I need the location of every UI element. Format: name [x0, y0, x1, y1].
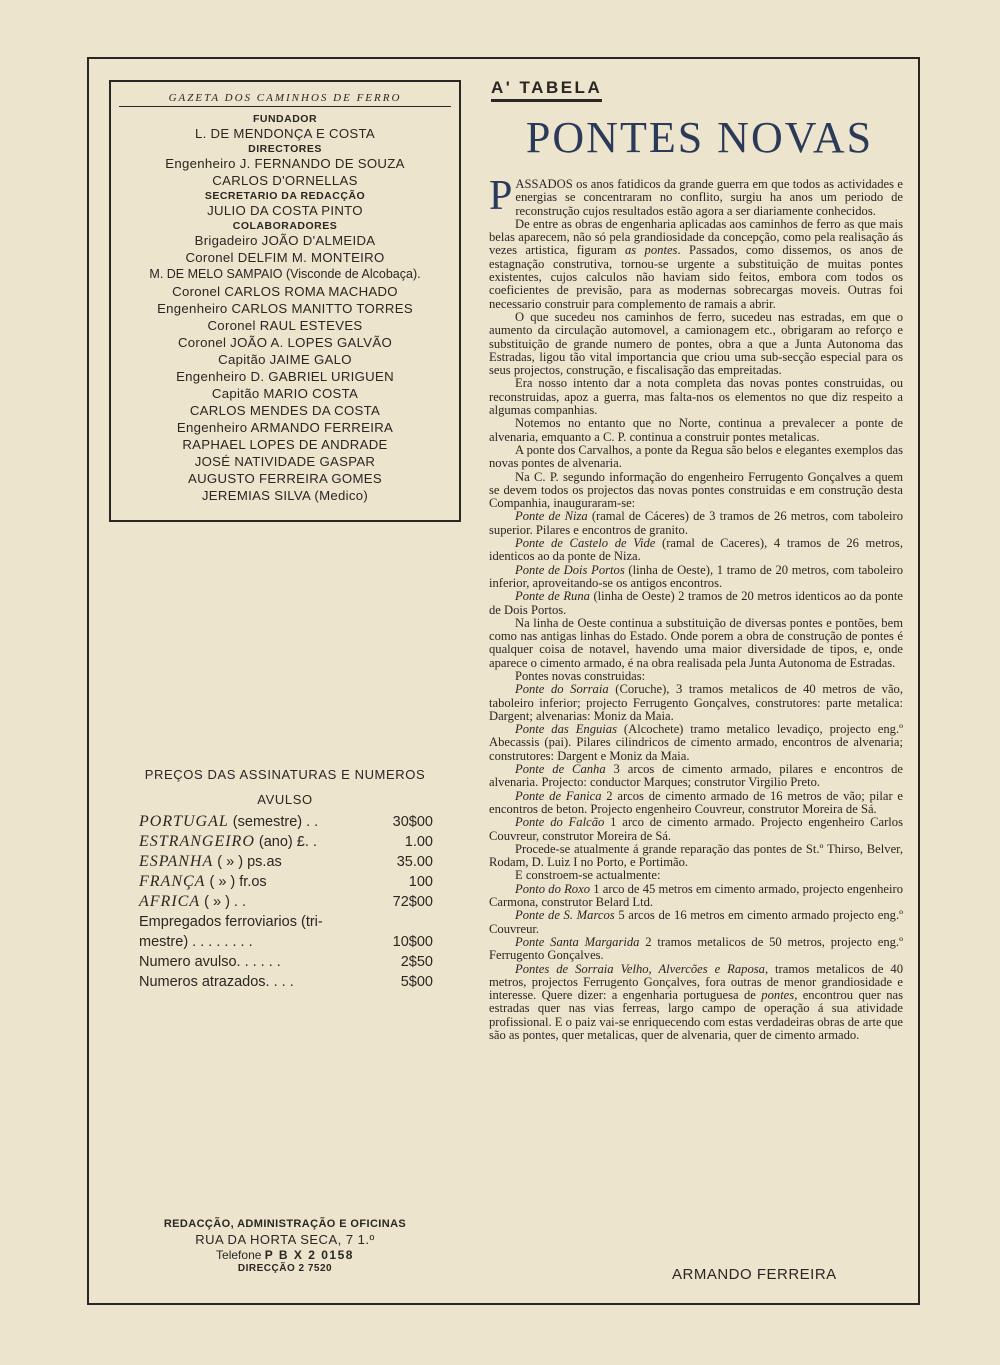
directores-heading: DIRECTORES [248, 143, 322, 155]
price-value: 72$00 [392, 894, 433, 910]
director-name: CARLOS D'ORNELLAS [212, 173, 358, 188]
colaborador-name: Coronel RAUL ESTEVES [207, 318, 363, 333]
colaborador-name: Engenheiro ARMANDO FERREIRA [176, 420, 394, 435]
section-heading: A' TABELA [491, 78, 602, 102]
article-body [489, 173, 904, 1042]
price-detail: (semestre) . . [228, 814, 319, 830]
director-name: Engenheiro J. FERNANDO DE SOUZA [165, 156, 405, 171]
price-label: mestre) . . . . . . . . [139, 934, 253, 950]
price-value: 35.00 [396, 854, 433, 870]
paragraph: A ponte dos Carvalhos, a ponte da Regua são belos e elegantes exemplos das novas pontes de alvenaria. [489, 442, 903, 471]
bridge-entry: Ponte do Sorraia (Coruche), 3 tramos metalicos de 40 metros de vão, taboleiro inferior; projecto Ferrugento Gonçalves, construtores: parte metalica: Dargent; alvenarias: Moniz da Maia. [489, 682, 904, 723]
publication-name: GAZETA DOS CAMINHOS DE FERRO [119, 92, 451, 107]
price-region: ESPANHA [139, 853, 214, 870]
drop-cap: P [489, 173, 513, 219]
colaborador-name: M. DE MELO SAMPAIO (Visconde de Alcobaça). [149, 267, 421, 281]
secretario-heading: SECRETARIO DA REDACÇÃO [204, 190, 366, 202]
colaborador-name: Brigadeiro JOÃO D'ALMEIDA [194, 233, 376, 248]
price-row [110, 912, 460, 932]
bridge-entry: Ponte de Runa (linha de Oeste) 2 tramos de 20 metros identicos ao da ponte de Dois Portos. [489, 589, 903, 617]
colaborador-name: JEREMIAS SILVA (Medico) [201, 488, 369, 503]
article-title: PONTES NOVAS [525, 113, 874, 162]
price-value: 1.00 [404, 834, 433, 850]
phone-number: P B X 2 0158 [264, 1248, 354, 1262]
masthead-box [109, 80, 461, 522]
colaborador-name: AUGUSTO FERREIRA GOMES [188, 471, 382, 486]
colaborador-name: CARLOS MENDES DA COSTA [189, 403, 381, 418]
bridge-entry: Ponte de S. Marcos 5 arcos de 16 metros em cimento armado projecto eng.º Couvreur. [489, 908, 903, 936]
secretario-name: JULIO DA COSTA PINTO [207, 203, 363, 218]
fundador-name: L. DE MENDONÇA E COSTA [194, 126, 376, 141]
price-row [110, 892, 460, 912]
paragraph: Notemos no entanto que no Norte, continua a prevalecer a ponte de alvenaria, emquanto a C. P. continua a construir pontes metalicas. [489, 416, 903, 444]
paragraph: Na linha de Oeste continua a substituição de diversas pontes e pontões, bem como nas antigas linhas do Estado. Onde porem a obra de construção de pontes é qualquer coisa de notavel, havendo uma maior diversidade de tipos, e, onde aparece o cimento armado, é na obra realisada pela Junta Autonoma de Estradas. [489, 615, 903, 670]
paragraph: Procede-se atualmente á grande reparação das pontes de St.º Thirso, Belver, Rodam, D. Luiz I no Porto, e Portimão. [489, 841, 903, 870]
colaborador-name: Engenheiro CARLOS MANITTO TORRES [157, 301, 413, 316]
price-detail: ( » ) . . [200, 894, 247, 910]
colaborador-name: Capitão JAIME GALO [218, 352, 352, 367]
colaborador-name: JOSÉ NATIVIDADE GASPAR [194, 454, 376, 469]
colaboradores-heading: COLABORADORES [232, 220, 338, 232]
colaborador-name: Coronel DELFIM M. MONTEIRO [185, 250, 385, 265]
bridge-entry: Ponte de Fanica 2 arcos de cimento armado de 16 metros de vão; pilar e encontros de beton. Projecto engenheiro Couvreur, construtor Moreira de Sá. [489, 788, 904, 816]
price-region: ESTRANGEIRO [139, 833, 255, 850]
price-value: 5$00 [400, 974, 433, 990]
price-row [110, 972, 460, 992]
price-detail: ( » ) ps.as [213, 854, 282, 870]
bridge-entry: Ponto do Roxo 1 arco de 45 metros em cimento armado, projecto engenheiro Carmona, construtor Belard Ltd. [489, 881, 903, 910]
price-value: 10$00 [392, 934, 433, 950]
price-region: FRANÇA [139, 873, 206, 890]
colaborador-name: Capitão MARIO COSTA [211, 386, 359, 401]
paragraph: Pontes novas construidas: [515, 668, 646, 683]
price-region: AFRICA [139, 893, 201, 910]
bridge-entry: Ponte das Enguias (Alcochete) tramo metalico levadiço, projecto eng.º Abecassis (pai). Pilares cilindricos de cimento armado, encontros de alvenaria; construtores: Dargent e Moniz da Maia. [489, 722, 903, 763]
bridge-entry: Ponte Santa Margarida 2 tramos metalicos de 50 metros, projecto eng.º Ferrugento Gonçalves. [489, 934, 903, 963]
article-author: ARMANDO FERREIRA [672, 1266, 837, 1283]
price-label: Numeros atrazados. . . . [139, 974, 294, 990]
price-value: 2$50 [400, 954, 433, 970]
bridge-entry: Ponte de Niza (ramal de Cáceres) de 3 tramos de 26 metros, com taboleiro superior. Pilares e encontros de granito. [489, 509, 903, 537]
paragraph: De entre as obras de engenharia aplicadas aos caminhos de ferro as que mais belas aparecem, não só pela grandiosidade da concepção, como pela realisação ás vezes artistica, figuram as pontes. Passados, como dissemos, os anos de estagnação construtiva, tornou-se urgente a substituição de muitas pontes existentes, cujos calculos não haviam sido feitos, embora com todos os coeficientes de previsão, para as modernas sobrecargas moveis. Outras foi necessario construir para complemento de ramais a abrir. [489, 216, 903, 311]
price-label: Numero avulso. . . . . . [139, 954, 281, 970]
price-row [110, 852, 460, 872]
price-row [110, 952, 460, 972]
colaborador-name: Coronel CARLOS ROMA MACHADO [172, 284, 398, 299]
price-value: 100 [408, 874, 433, 890]
bridge-entry: Ponte do Falcão 1 arco de cimento armado. Projecto engenheiro Carlos Couvreur, construtor Moreira de Sá. [489, 815, 903, 843]
office-phone [110, 1248, 460, 1263]
colaborador-name: RAPHAEL LOPES DE ANDRADE [182, 437, 388, 452]
price-detail: ( » ) fr.os [205, 874, 267, 890]
prices-title-cont: AVULSO [257, 792, 313, 807]
phone-label: Telefone [216, 1248, 262, 1262]
bridge-entry: Ponte de Castelo de Vide (ramal de Caceres), 4 tramos de 26 metros, identicos ao da ponte de Niza. [489, 536, 903, 564]
paragraph: PASSADOS os anos fatidicos da grande guerra em que todos as actividades e energias se concentraram no conflito, surgiu ha anos um periodo de reconstrução cujos resultados estão agora a ser diariamente conhecidos. [489, 173, 903, 219]
paragraph: O que sucedeu nos caminhos de ferro, sucedeu nas estradas, em que o aumento da circulação automovel, a camionagem etc., obrigaram ao reforço e substituição de grande numero de pontes, obra a que a Junta Autonoma das Estradas, ligou tão vital importancia que criou uma sub-secção especial para os seus projectos, construção, e fiscalisação das empreitadas. [489, 309, 903, 378]
paragraph: Na C. P. segundo informação do engenheiro Ferrugento Gonçalves a quem se devem todos os projectos das novas pontes construidas e em construção desta Companhia, inauguraram-se: [489, 469, 903, 511]
price-label: Empregados ferroviarios (tri- [139, 914, 323, 930]
price-row [110, 832, 460, 852]
bridge-entry: Pontes de Sorraia Velho, Alvercões e Raposa, tramos metalicos de 40 metros, projectos Ferrugento Gonçalves, fora outras de menor grandiosidade e interesse. Quere dizer: a engenharia portuguesa de pontes, encontrou quer nas estradas quer nas vias ferreas, largo campo de operação á sua atividade profissional. E o paiz vai-se enriquecendo com estas verdadeiras obras de arte que são as pontes, quer metalicas, quer de alvenaria, quer de cimento armado. [489, 961, 904, 1042]
prices-title: PREÇOS DAS ASSINATURAS E NUMEROS [144, 767, 426, 782]
price-value: 30$00 [392, 814, 433, 830]
office-street: RUA DA HORTA SECA, 7 1.º [195, 1232, 375, 1247]
bridge-entry: Ponte de Canha 3 arcos de cimento armado, pilares e encontros de alvenaria. Projecto: conductor Marques; construtor Virgilio Preto. [489, 762, 903, 790]
office-direction: DIRECÇÃO 2 7520 [237, 1263, 333, 1274]
subscription-prices [110, 762, 460, 992]
price-detail: (ano) £. . [254, 834, 317, 850]
office-heading: REDACÇÃO, ADMINISTRAÇÃO E OFICINAS [163, 1218, 407, 1230]
price-row [110, 932, 460, 952]
price-region: PORTUGAL [139, 813, 229, 830]
fundador-heading: FUNDADOR [252, 113, 318, 125]
paragraph: E constroem-se actualmente: [515, 868, 661, 883]
price-row [110, 812, 460, 832]
price-row [110, 872, 460, 892]
colaborador-name: Engenheiro D. GABRIEL URIGUEN [176, 369, 394, 384]
paragraph: Era nosso intento dar a nota completa das novas pontes construidas, ou reconstruidas, apoz a guerra, mas falta-nos os elementos no que diz respeito a algumas companhias. [489, 376, 903, 418]
colaborador-name: Coronel JOÃO A. LOPES GALVÃO [177, 335, 393, 350]
bridge-entry: Ponte de Dois Portos (linha de Oeste), 1 tramo de 20 metros, com taboleiro inferior, aproveitando-se os antigos encontros. [489, 562, 903, 590]
office-address [110, 1217, 460, 1275]
